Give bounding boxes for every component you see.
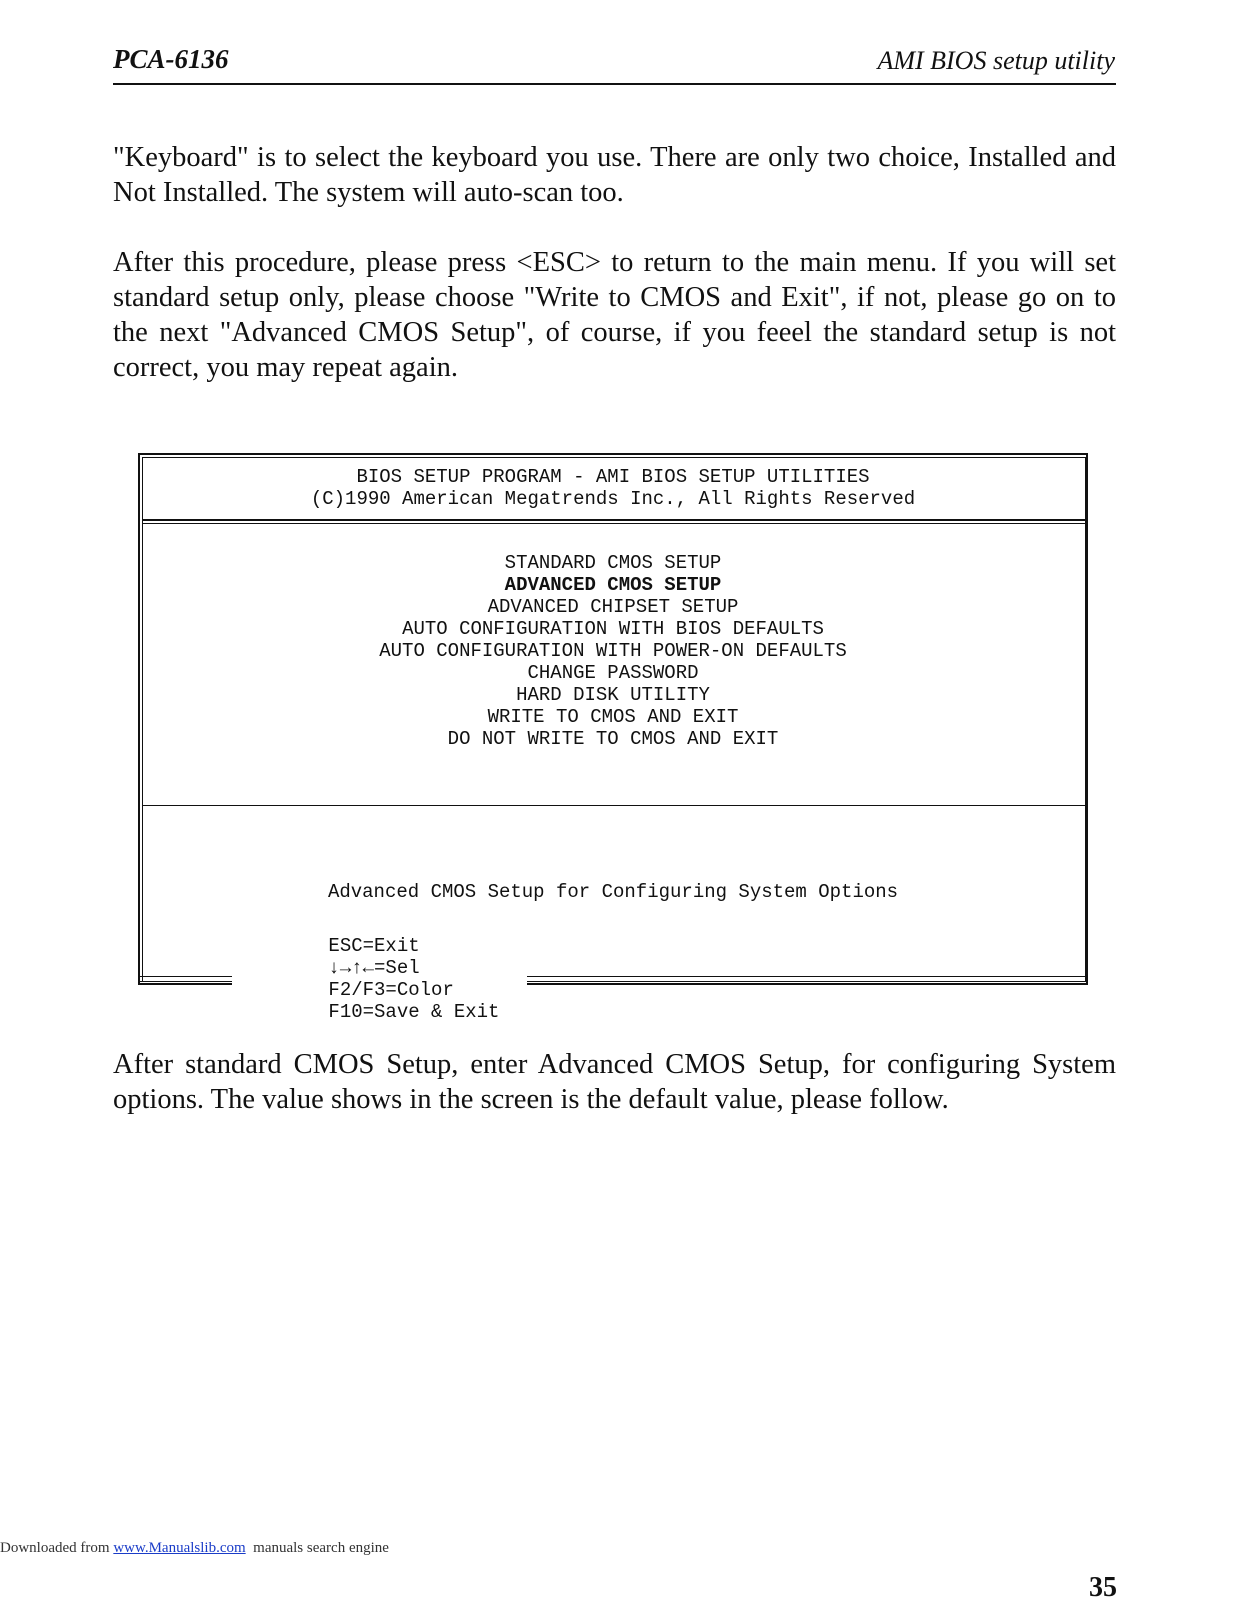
- header-rule: [113, 83, 1116, 85]
- footer-double-rule-left: [140, 976, 232, 982]
- download-notice: [0, 1540, 389, 1557]
- key-f10-save-exit: F10=Save & Exit: [328, 1001, 500, 1023]
- paragraph-procedure: After this procedure, please press <ESC> to return to the main menu. If you will set standard setup only, please choose "Write to CMOS and Exit", if not, please go on to the next "Advanced CMOS Setup", of course, if you feeel the standard setup is not correct, you may repeat again.: [113, 247, 1116, 383]
- key-esc-exit: ESC=Exit: [328, 935, 420, 957]
- key-f2-f3-color: F2/F3=Color: [328, 979, 454, 1001]
- page-number: 35: [1089, 1572, 1117, 1603]
- bios-divider-title-inner: [142, 523, 1085, 524]
- menu-item-hard-disk-utility[interactable]: HARD DISK UTILITY: [516, 684, 710, 706]
- menu-item-change-password[interactable]: CHANGE PASSWORD: [527, 662, 699, 684]
- footer-double-rule-right: [527, 976, 1086, 982]
- running-header-model: PCA-6136: [113, 44, 229, 74]
- bios-help-text: Advanced CMOS Setup for Configuring System Options: [327, 881, 899, 903]
- bios-divider-title: [142, 519, 1085, 521]
- menu-item-do-not-write-exit[interactable]: DO NOT WRITE TO CMOS AND EXIT: [447, 728, 779, 750]
- bios-main-menu: [138, 552, 1088, 750]
- download-prefix: Downloaded from: [0, 1540, 114, 1556]
- bios-setup-screen: [138, 453, 1088, 1023]
- bios-key-legend: [138, 935, 1088, 1023]
- menu-item-advanced-chipset-setup[interactable]: ADVANCED CHIPSET SETUP: [487, 596, 739, 618]
- bios-title: BIOS SETUP PROGRAM - AMI BIOS SETUP UTILITIES: [356, 466, 870, 488]
- download-suffix: manuals search engine: [245, 1540, 389, 1556]
- manualslib-link[interactable]: www.Manualslib.com: [113, 1540, 246, 1556]
- menu-item-auto-config-bios-defaults[interactable]: AUTO CONFIGURATION WITH BIOS DEFAULTS: [402, 618, 824, 640]
- menu-item-auto-config-power-on-defaults[interactable]: AUTO CONFIGURATION WITH POWER-ON DEFAULTS: [379, 640, 847, 662]
- bios-copyright: (C)1990 American Megatrends Inc., All Rights Reserved: [310, 488, 916, 510]
- key-arrows-select: ↓→↑←=Sel: [328, 957, 420, 979]
- running-header-title: AMI BIOS setup utility: [877, 46, 1115, 75]
- menu-item-advanced-cmos-setup[interactable]: ADVANCED CMOS SETUP: [504, 574, 722, 596]
- footer-keys: [232, 913, 527, 1045]
- bios-divider-help: [142, 805, 1085, 806]
- paragraph-keyboard: "Keyboard" is to select the keyboard you use. There are only two choice, Installed and Not Installed. The system will auto-scan too.: [113, 142, 1116, 208]
- paragraph-advanced-cmos: After standard CMOS Setup, enter Advanced CMOS Setup, for configuring System options. The value shows in the screen is the default value, please follow.: [113, 1049, 1116, 1115]
- menu-item-write-cmos-exit[interactable]: WRITE TO CMOS AND EXIT: [487, 706, 739, 728]
- menu-item-standard-cmos-setup[interactable]: STANDARD CMOS SETUP: [504, 552, 722, 574]
